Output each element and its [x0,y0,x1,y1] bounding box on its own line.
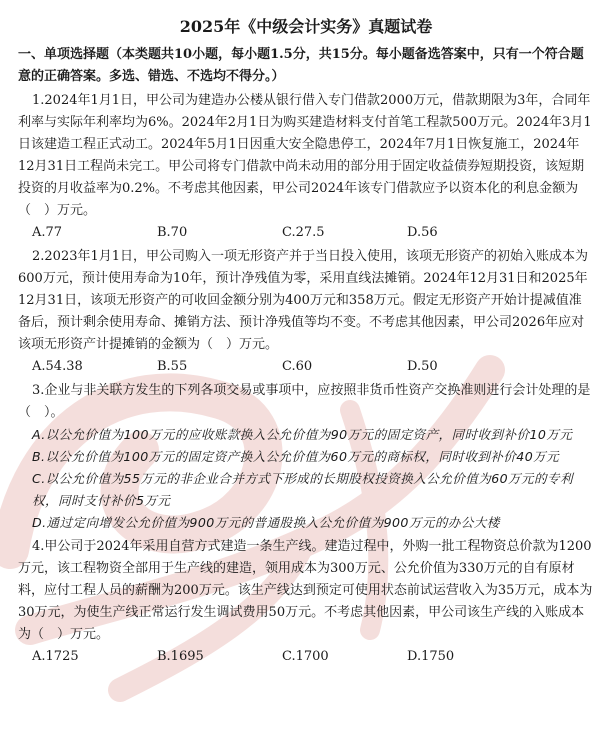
question-4 [18,536,594,668]
section-heading: 一、单项选择题（本类题共10小题，每小题1.5分，共15分。每小题备选答案中，只有一个符合题意的正确答案。多选、错选、不选均不得分。） [18,47,584,84]
options-row [18,646,594,668]
option-b: B.以公允价值为100万元的固定资产换入公允价值为60万元的商标权，同时收到补价40万元 [32,449,560,464]
option-c: C.以公允价值为55万元的非企业合并方式下形成的长期股权投资换入公允价值为60万元的专利权，同时支付补价5万元 [32,471,574,508]
question-stem: 3.企业与非关联方发生的下列各项交易或事项中，应按照非货币性资产交换准则进行会计处理的是（ ）。 [18,383,591,420]
options-row [18,222,594,244]
option-c: C.1700 [282,649,329,664]
option-d: D.1750 [407,649,455,664]
option-d: D.56 [407,225,438,240]
option-b: B.55 [157,359,188,374]
option-a: A.1725 [32,649,79,664]
option-c: C.60 [282,359,313,374]
option-a: A.以公允价值为100万元的应收账款换入公允价值为90万元的固定资产，同时收到补价10万元 [32,427,573,442]
option-b: B.1695 [157,649,204,664]
question-2 [18,246,594,378]
option-c: C.27.5 [282,225,325,240]
exam-title: 2025年《中级会计实务》真题试卷 [179,17,433,36]
options-row [18,356,594,378]
question-stem: 1.2024年1月1日，甲公司为建造办公楼从银行借入专门借款2000万元，借款期限为3年，合同年利率与实际年利率均为6%。2024年2月1日为购买建造材料支付首笔工程款500万元。2024年3月1日该建造工程正式动工。2024年5月1日因重大安全隐患停工，2024年7月1日恢复施工，2024年12月31日工程尚未完工。甲公司将专门借款中尚未动用的部分用于固定收益债券短期投资，该短期投资的月收益率为0.2%。不考虑其他因素，甲公司2024年该专门借款应予以资本化的利息金额为（ ）万元。 [18,93,592,218]
question-stem: 2.2023年1月1日，甲公司购入一项无形资产并于当日投入使用，该项无形资产的初始入账成本为600万元，预计使用寿命为10年，预计净残值为零，采用直线法摊销。2024年12月31日和2025年12月31日，该项无形资产的可收回金额分别为400万元和358万元。假定无形资产开始计提减值准备后，预计剩余使用寿命、摊销方法、预计净残值等均不变。不考虑其他因素，甲公司2026年应对该项无形资产计提摊销的金额为（ ）万元。 [18,249,589,352]
option-a: A.54.38 [32,359,83,374]
option-a: A.77 [32,225,63,240]
option-b: B.70 [157,225,188,240]
question-1 [18,90,594,244]
option-d: D.50 [407,359,438,374]
option-d: D.通过定向增发公允价值为900万元的普通股换入公允价值为900万元的办公大楼 [32,515,500,530]
question-stem: 4.甲公司于2024年采用自营方式建造一条生产线。建造过程中，外购一批工程物资总价款为1200万元，该工程物资全部用于生产线的建造，领用成本为300万元、公允价值为330万元的自有原材料，应付工程人员的薪酬为200万元。该生产线达到预定可使用状态前试运营收入为35万元，成本为30万元，为使生产线正常运行发生调试费用50万元。不考虑其他因素，甲公司该生产线的入账成本为（ ）万元。 [18,539,593,642]
question-3 [18,380,594,534]
